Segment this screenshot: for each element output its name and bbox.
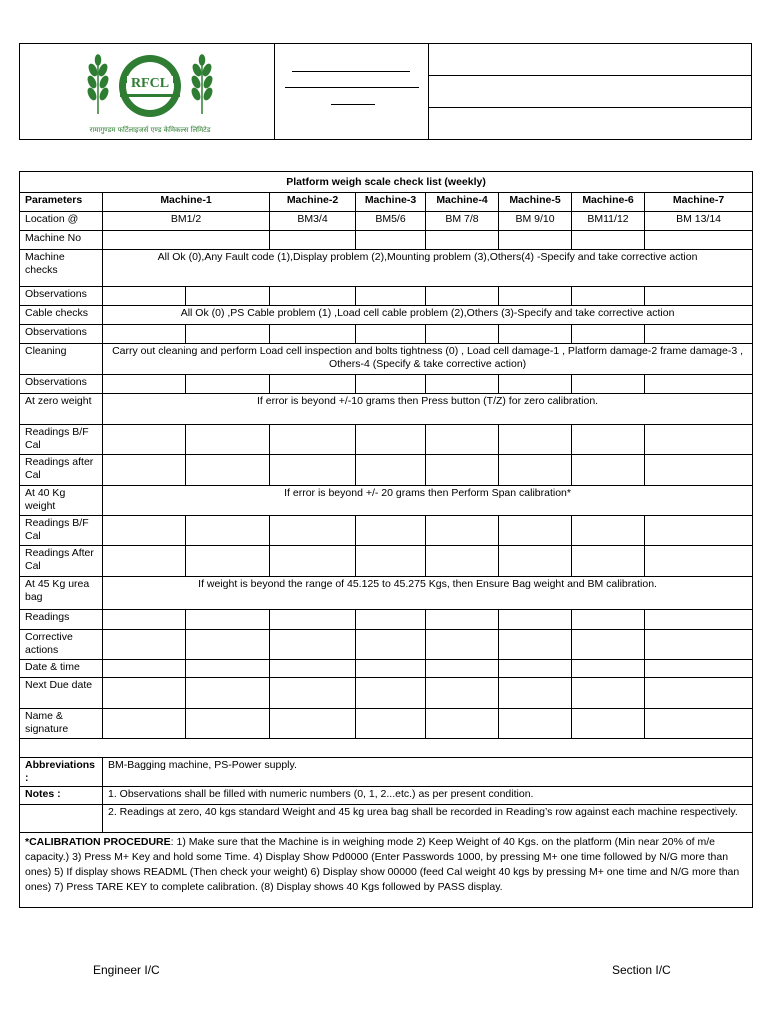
entry-cell[interactable] bbox=[186, 325, 270, 344]
entry-cell[interactable] bbox=[572, 516, 645, 546]
kg45-label: At 45 Kg urea bag bbox=[20, 577, 103, 610]
divider bbox=[285, 87, 419, 88]
location-value: BM11/12 bbox=[572, 212, 645, 231]
readings-after-cal-label: Readings after Cal bbox=[20, 455, 103, 486]
readings-bf-cal-label: Readings B/F Cal bbox=[20, 425, 103, 455]
header-info-row bbox=[429, 76, 751, 108]
entry-cell[interactable] bbox=[426, 231, 499, 250]
machine-header: Machine-4 bbox=[426, 193, 499, 212]
entry-cell[interactable] bbox=[572, 425, 645, 455]
cleaning-label: Cleaning bbox=[20, 344, 103, 375]
entry-cell[interactable] bbox=[499, 287, 572, 306]
kg40-instruction: If error is beyond +/- 20 grams then Perform Span calibration* bbox=[103, 486, 753, 516]
entry-cell[interactable] bbox=[426, 630, 499, 660]
entry-cell[interactable] bbox=[645, 610, 753, 630]
entry-cell[interactable] bbox=[426, 516, 499, 546]
entry-cell[interactable] bbox=[186, 455, 270, 486]
entry-cell[interactable] bbox=[572, 375, 645, 394]
machine-no-label: Machine No bbox=[20, 231, 103, 250]
machine-header: Machine-1 bbox=[103, 193, 270, 212]
engineer-signature: Engineer I/C bbox=[93, 963, 160, 977]
entry-cell[interactable] bbox=[356, 425, 426, 455]
entry-cell[interactable] bbox=[103, 231, 270, 250]
entry-cell[interactable] bbox=[645, 455, 753, 486]
entry-cell[interactable] bbox=[186, 516, 270, 546]
readings-bf-cal-label: Readings B/F Cal bbox=[20, 516, 103, 546]
entry-cell[interactable] bbox=[572, 455, 645, 486]
entry-cell[interactable] bbox=[270, 287, 356, 306]
logo-text: RFCL bbox=[127, 76, 173, 92]
location-value: BM 7/8 bbox=[426, 212, 499, 231]
entry-cell[interactable] bbox=[270, 546, 356, 577]
cable-checks-instruction: All Ok (0) ,PS Cable problem (1) ,Load cell cable problem (2),Others (3)-Specify and take corrective action bbox=[103, 306, 753, 325]
document-header bbox=[19, 43, 752, 140]
zero-weight-instruction: If error is beyond +/-10 grams then Press button (T/Z) for zero calibration. bbox=[103, 394, 753, 425]
kg40-label: At 40 Kg weight bbox=[20, 486, 103, 516]
entry-cell[interactable] bbox=[103, 678, 186, 709]
entry-cell[interactable] bbox=[645, 660, 753, 678]
entry-cell[interactable] bbox=[572, 630, 645, 660]
entry-cell[interactable] bbox=[499, 375, 572, 394]
entry-cell[interactable] bbox=[186, 546, 270, 577]
machine-header: Machine-5 bbox=[499, 193, 572, 212]
entry-cell[interactable] bbox=[186, 660, 270, 678]
entry-cell[interactable] bbox=[645, 709, 753, 739]
entry-cell[interactable] bbox=[426, 709, 499, 739]
notes-label: Notes : bbox=[20, 787, 103, 805]
location-label: Location @ bbox=[20, 212, 103, 231]
entry-cell[interactable] bbox=[499, 455, 572, 486]
header-info-cells bbox=[429, 44, 751, 139]
entry-cell[interactable] bbox=[356, 325, 426, 344]
kg45-instruction: If weight is beyond the range of 45.125 to 45.275 Kgs, then Ensure Bag weight and BM calibration. bbox=[103, 577, 753, 610]
observations-label: Observations bbox=[20, 287, 103, 306]
logo-cell bbox=[20, 44, 275, 139]
entry-cell[interactable] bbox=[426, 325, 499, 344]
entry-cell[interactable] bbox=[186, 375, 270, 394]
entry-cell[interactable] bbox=[186, 610, 270, 630]
readings-after-cal-label: Readings After Cal bbox=[20, 546, 103, 577]
machine-checks-instruction: All Ok (0),Any Fault code (1),Display problem (2),Mounting problem (3),Others(4) -Specify and take corrective action bbox=[103, 250, 753, 287]
entry-cell[interactable] bbox=[186, 425, 270, 455]
entry-cell[interactable] bbox=[572, 231, 645, 250]
entry-cell[interactable] bbox=[645, 287, 753, 306]
entry-cell[interactable] bbox=[645, 425, 753, 455]
entry-cell[interactable] bbox=[645, 678, 753, 709]
entry-cell[interactable] bbox=[356, 287, 426, 306]
logo-subtitle: रामागुण्डम फर्टिलाइजर्स एण्ड केमिकल्स लिमिटेड bbox=[89, 126, 211, 134]
entry-cell[interactable] bbox=[103, 375, 186, 394]
entry-cell[interactable] bbox=[270, 231, 356, 250]
entry-cell[interactable] bbox=[270, 425, 356, 455]
entry-cell[interactable] bbox=[499, 546, 572, 577]
location-value: BM1/2 bbox=[103, 212, 270, 231]
zero-weight-label: At zero weight bbox=[20, 394, 103, 425]
entry-cell[interactable] bbox=[270, 455, 356, 486]
entry-cell[interactable] bbox=[103, 610, 186, 630]
checklist-title: Platform weigh scale check list (weekly) bbox=[20, 172, 753, 193]
entry-cell[interactable] bbox=[356, 660, 426, 678]
machine-header: Machine-2 bbox=[270, 193, 356, 212]
entry-cell[interactable] bbox=[103, 325, 186, 344]
entry-cell[interactable] bbox=[270, 709, 356, 739]
location-value: BM 9/10 bbox=[499, 212, 572, 231]
entry-cell[interactable] bbox=[426, 610, 499, 630]
entry-cell[interactable] bbox=[270, 375, 356, 394]
observations-label: Observations bbox=[20, 325, 103, 344]
entry-cell[interactable] bbox=[356, 516, 426, 546]
entry-cell[interactable] bbox=[572, 678, 645, 709]
machine-checks-label: Machine checks bbox=[20, 250, 103, 287]
divider bbox=[331, 104, 375, 105]
entry-cell[interactable] bbox=[270, 325, 356, 344]
entry-cell[interactable] bbox=[645, 546, 753, 577]
abbreviations-text: BM-Bagging machine, PS-Power supply. bbox=[103, 758, 753, 787]
entry-cell[interactable] bbox=[499, 516, 572, 546]
entry-cell[interactable] bbox=[426, 660, 499, 678]
entry-cell[interactable] bbox=[103, 455, 186, 486]
entry-cell[interactable] bbox=[499, 231, 572, 250]
section-signature: Section I/C bbox=[612, 963, 671, 977]
entry-cell[interactable] bbox=[103, 709, 186, 739]
entry-cell[interactable] bbox=[186, 287, 270, 306]
entry-cell[interactable] bbox=[572, 610, 645, 630]
name-signature-label: Name & signature bbox=[20, 709, 103, 739]
cleaning-instruction: Carry out cleaning and perform Load cell inspection and bolts tightness (0) , Load cell damage-1 , Platform damage-2 frame damage-3 , Others-4 (Specify & take corrective action) bbox=[103, 344, 753, 375]
title-lines-cell bbox=[275, 44, 429, 139]
abbreviations-label: Abbreviations : bbox=[20, 758, 103, 787]
entry-cell[interactable] bbox=[645, 231, 753, 250]
entry-cell[interactable] bbox=[270, 610, 356, 630]
entry-cell[interactable] bbox=[645, 325, 753, 344]
entry-cell[interactable] bbox=[499, 660, 572, 678]
calibration-text: : 1) Make sure that the Machine is in weighing mode 2) Keep Weight of 40 Kgs. on the platform (Min near 20% of m/e capacity.) 3) Press M+ Key and hold some Time. 4) Display Show Pd0000 (Enter Passwords 1000, by pressing M+ one time followed by N/G more than ones) 5) If display shows READML (Then check your weight) 6) Display show 00000 (feed Cal weight 40 kgs by pressing M+ one time and N/G more than ones) 7) Press TARE KEY to complete calibration. (8) Display shows 40 Kgs followed by PASS display. bbox=[25, 836, 740, 893]
entry-cell[interactable] bbox=[645, 630, 753, 660]
machine-header: Machine-6 bbox=[572, 193, 645, 212]
entry-cell[interactable] bbox=[572, 325, 645, 344]
entry-cell[interactable] bbox=[356, 610, 426, 630]
entry-cell[interactable] bbox=[499, 610, 572, 630]
notes-spacer bbox=[20, 805, 103, 833]
spacer-row bbox=[20, 739, 753, 758]
entry-cell[interactable] bbox=[499, 678, 572, 709]
entry-cell[interactable] bbox=[426, 455, 499, 486]
entry-cell[interactable] bbox=[103, 287, 186, 306]
location-value: BM5/6 bbox=[356, 212, 426, 231]
checklist-table bbox=[19, 171, 753, 908]
entry-cell[interactable] bbox=[645, 375, 753, 394]
header-info-row bbox=[429, 44, 751, 76]
entry-cell[interactable] bbox=[499, 630, 572, 660]
calibration-procedure bbox=[20, 833, 753, 908]
rfcl-logo bbox=[80, 52, 240, 132]
entry-cell[interactable] bbox=[356, 630, 426, 660]
entry-cell[interactable] bbox=[103, 516, 186, 546]
header-info-row bbox=[429, 108, 751, 139]
entry-cell[interactable] bbox=[426, 425, 499, 455]
entry-cell[interactable] bbox=[356, 546, 426, 577]
entry-cell[interactable] bbox=[499, 425, 572, 455]
entry-cell[interactable] bbox=[186, 678, 270, 709]
entry-cell[interactable] bbox=[270, 660, 356, 678]
cable-checks-label: Cable checks bbox=[20, 306, 103, 325]
note-2: 2. Readings at zero, 40 kgs standard Weight and 45 kg urea bag shall be recorded in Reading’s row against each machine respectively. bbox=[103, 805, 753, 833]
entry-cell[interactable] bbox=[270, 678, 356, 709]
corrective-actions-label: Corrective actions bbox=[20, 630, 103, 660]
entry-cell[interactable] bbox=[572, 660, 645, 678]
divider bbox=[292, 71, 410, 72]
entry-cell[interactable] bbox=[103, 546, 186, 577]
date-time-label: Date & time bbox=[20, 660, 103, 678]
readings-label: Readings bbox=[20, 610, 103, 630]
location-value: BM3/4 bbox=[270, 212, 356, 231]
entry-cell[interactable] bbox=[572, 287, 645, 306]
machine-header: Machine-7 bbox=[645, 193, 753, 212]
entry-cell[interactable] bbox=[499, 709, 572, 739]
entry-cell[interactable] bbox=[186, 630, 270, 660]
entry-cell[interactable] bbox=[572, 546, 645, 577]
entry-cell[interactable] bbox=[426, 287, 499, 306]
entry-cell[interactable] bbox=[426, 678, 499, 709]
entry-cell[interactable] bbox=[499, 325, 572, 344]
entry-cell[interactable] bbox=[426, 546, 499, 577]
entry-cell[interactable] bbox=[426, 375, 499, 394]
entry-cell[interactable] bbox=[572, 709, 645, 739]
entry-cell[interactable] bbox=[356, 231, 426, 250]
observations-label: Observations bbox=[20, 375, 103, 394]
entry-cell[interactable] bbox=[356, 678, 426, 709]
entry-cell[interactable] bbox=[103, 425, 186, 455]
parameters-header: Parameters bbox=[20, 193, 103, 212]
entry-cell[interactable] bbox=[356, 709, 426, 739]
location-value: BM 13/14 bbox=[645, 212, 753, 231]
note-1: 1. Observations shall be filled with numeric numbers (0, 1, 2...etc.) as per present condition. bbox=[103, 787, 753, 805]
entry-cell[interactable] bbox=[356, 455, 426, 486]
entry-cell[interactable] bbox=[645, 516, 753, 546]
entry-cell[interactable] bbox=[103, 630, 186, 660]
machine-header: Machine-3 bbox=[356, 193, 426, 212]
next-due-date-label: Next Due date bbox=[20, 678, 103, 709]
entry-cell[interactable] bbox=[270, 516, 356, 546]
entry-cell[interactable] bbox=[186, 709, 270, 739]
entry-cell[interactable] bbox=[356, 375, 426, 394]
calibration-label: *CALIBRATION PROCEDURE bbox=[25, 836, 171, 848]
entry-cell[interactable] bbox=[103, 660, 186, 678]
entry-cell[interactable] bbox=[270, 630, 356, 660]
